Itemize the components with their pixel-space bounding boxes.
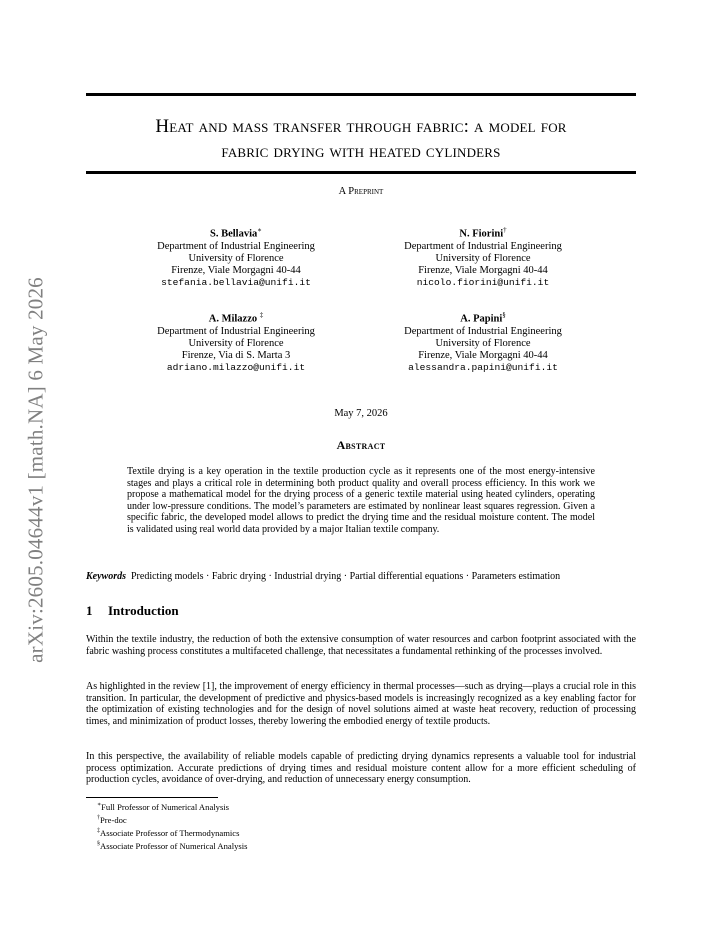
author-block [116,309,356,375]
author-block [363,309,603,375]
preprint-label: A Preprint [338,186,384,197]
footnote: ‡Associate Professor of Thermodynamics [97,827,240,838]
author-university: University of Florence [435,252,531,264]
author-email[interactable]: alessandra.papini@unifi.it [408,362,558,374]
author-university: University of Florence [435,337,531,349]
author-name: A. Milazzo ‡ [208,311,264,325]
author-university: University of Florence [188,337,284,349]
author-address: Firenze, Via di S. Marta 3 [181,350,291,362]
keywords-list: Predicting models · Fabric drying · Industrial drying · Partial differential equations · Parameters estimation [131,571,561,582]
section-title: Introduction [108,603,179,618]
section-heading [86,603,179,619]
author-university: University of Florence [188,252,284,264]
footnotes [86,800,248,851]
abstract-heading: Abstract [336,438,386,452]
author-email[interactable]: adriano.milazzo@unifi.it [166,362,306,374]
body-paragraph: In this perspective, the availability of reliable models capable of predicting drying dynamics represents a valuable tool for industrial process optimization. Accurate predictions of drying times and residual moisture content allow for a more efficient scheduling of production cycles, avoidance of over-drying, and reduction of unnecessary energy consumption. [86,751,636,785]
title-top-rule [86,93,636,96]
body-paragraph: Within the textile industry, the reduction of both the extensive consumption of water resources and carbon footprint associated with the fabric washing process constitutes a multifaceted challenge, that necessitates a fundamental rethinking of the processes involved. [86,634,636,657]
author-footnote-mark: † [503,226,507,234]
author-address: Firenze, Viale Morgagni 40-44 [171,265,301,277]
arxiv-identifier: arXiv:2605.04644v1 [math.NA] 6 May 2026 [23,277,48,663]
author-name: S. Bellavia∗ [209,226,263,240]
footnote: ∗Full Professor of Numerical Analysis [97,801,230,812]
footnote: §Associate Professor of Numerical Analysis [97,840,248,851]
section-number: 1 [86,603,93,618]
author-email[interactable]: nicolo.fiorini@unifi.it [416,277,550,289]
author-department: Department of Industrial Engineering [157,240,315,252]
author-block [116,224,356,290]
footnote: †Pre-doc [97,814,127,825]
author-department: Department of Industrial Engineering [157,325,315,337]
title-line-1: Heat and mass transfer through fabric: a model for [155,116,567,137]
author-address: Firenze, Viale Morgagni 40-44 [418,350,548,362]
author-footnote-mark: § [502,311,506,319]
author-department: Department of Industrial Engineering [404,325,562,337]
author-email[interactable]: stefania.bellavia@unifi.it [161,277,311,289]
keywords-label: Keywords [86,571,126,582]
body-paragraph: As highlighted in the review [1], the improvement of energy efficiency in thermal processes—such as drying—plays a crucial role in this transition. In particular, the development of predictive and physics-based models is increasingly recognized as a key enabling factor for the optimization of existing technologies and for the design of novel solutions aimed at waste heat recovery, reduction of processing times, and minimization of product losses, thereby lowering the embodied energy of textile products. [86,681,636,727]
author-footnote-mark: ∗ [257,226,263,234]
title-line-2: fabric drying with heated cylinders [221,141,501,162]
abstract-text: Textile drying is a key operation in the textile production cycle as it represents one of the most energy-intensive stages and plays a critical role in determining both product quality and overall process efficiency. In this work we propose a mathematical model for the drying process of a generic textile material using heated cylinders, operating under low-pressure conditions. The model’s parameters are estimated by nonlinear least squares regression. Given a specific fabric, the developed model allows to predict the drying time and the residual moisture content. The model is validated using real world data provided by a major Italian textile company. [127,466,595,535]
author-address: Firenze, Viale Morgagni 40-44 [418,265,548,277]
footnote-rule [86,797,218,798]
paper-title [86,114,636,164]
author-name: N. Fiorini† [459,226,507,240]
author-block [363,224,603,290]
paper-date: May 7, 2026 [334,408,388,419]
title-bottom-rule [86,171,636,174]
author-footnote-mark: ‡ [259,311,264,319]
keywords-line [86,571,646,583]
author-department: Department of Industrial Engineering [404,240,562,252]
author-name: A. Papini§ [460,311,506,325]
